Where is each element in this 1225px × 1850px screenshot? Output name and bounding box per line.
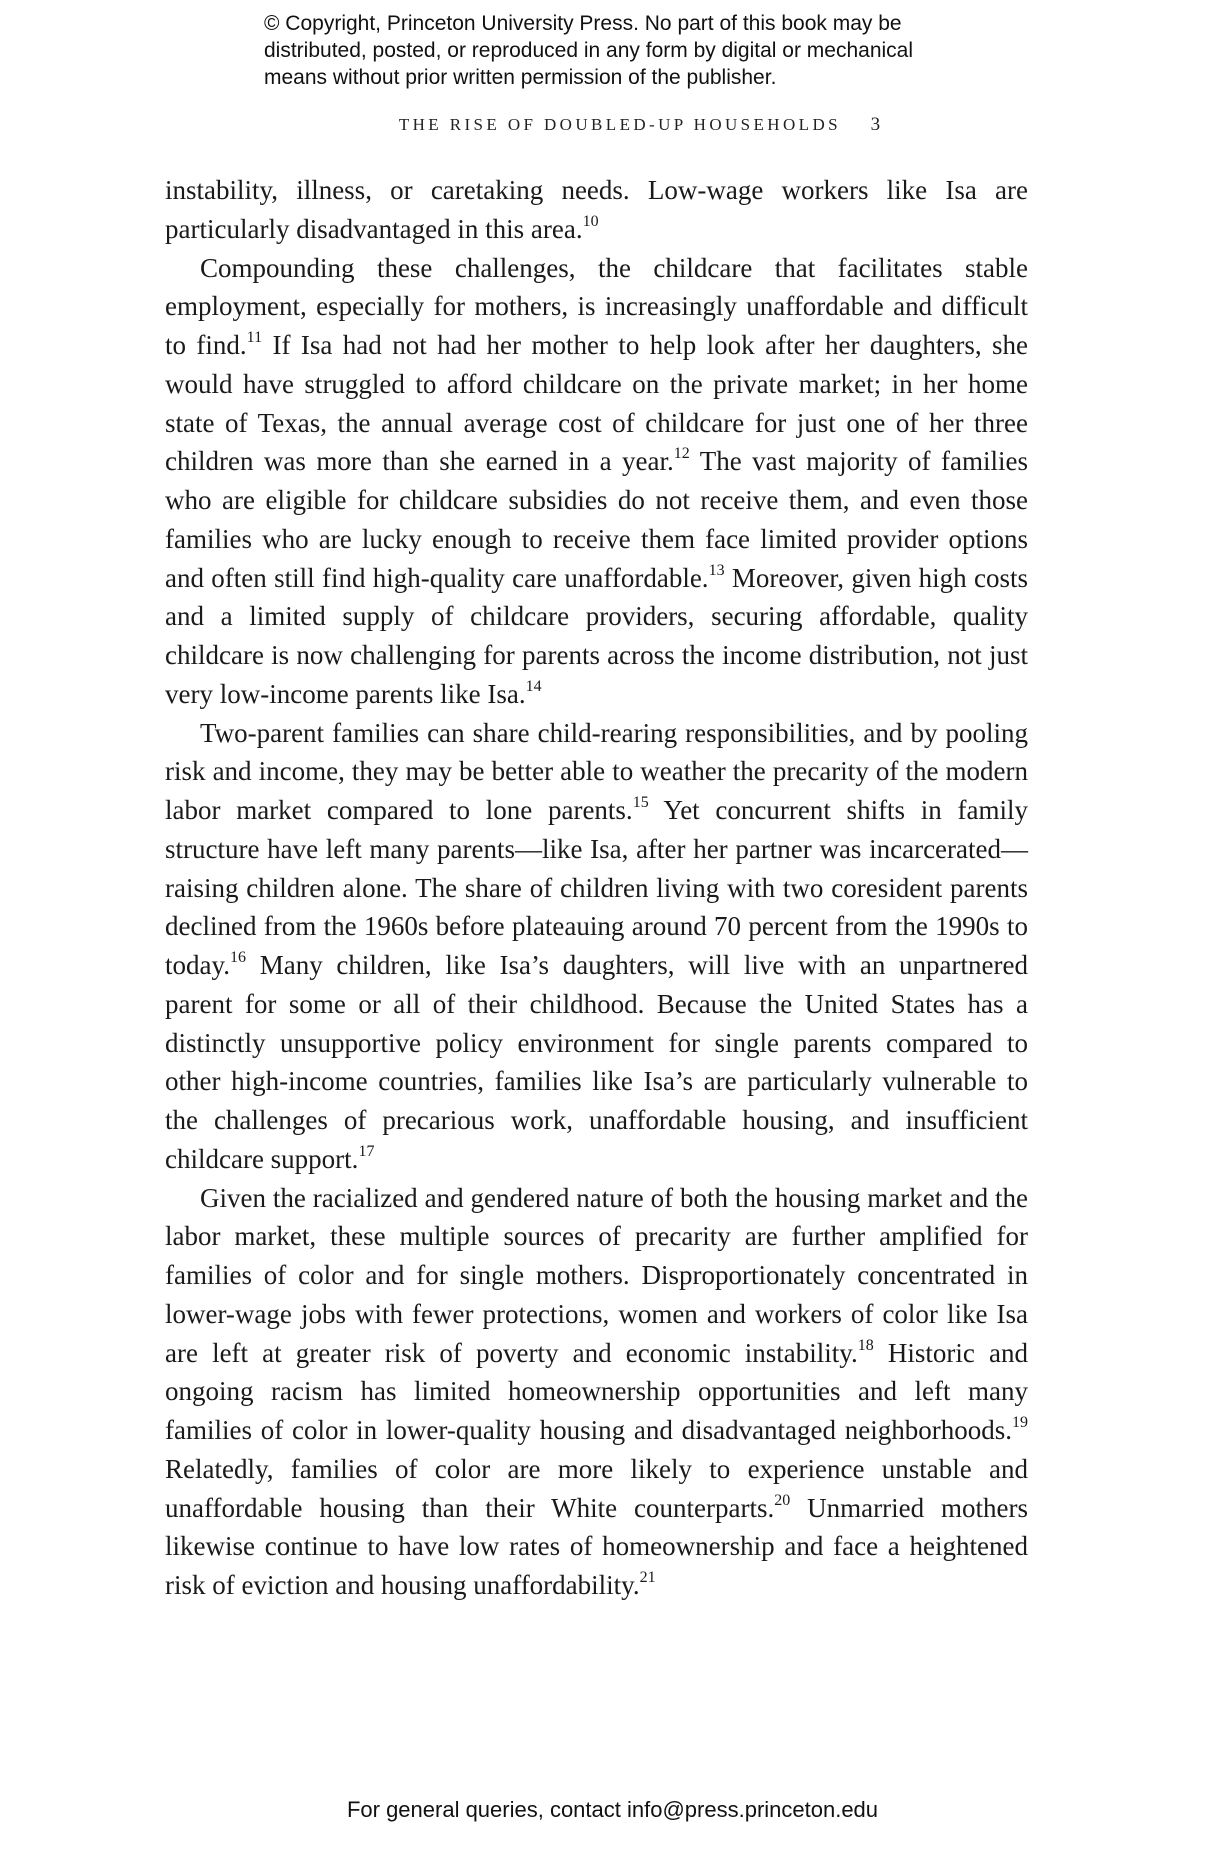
footnote-marker[interactable]: 10 <box>582 212 599 230</box>
text-run: Relatedly, families of color are more likely to experience unstable and unaffordable housing than their White counterparts. <box>165 1453 1028 1523</box>
text-run: Given the racialized and gendered nature of both the housing market and the labor market, these multiple sources of precarity are further amplified for families of color and for single mothers. Disproportionately concentrated in lower-wage jobs with fewer protections, women and workers of color like Isa are left at greater risk of poverty and economic instability. <box>165 1182 1028 1368</box>
text-run: If Isa had not had her mother to help look after her daughters, she would have struggled to afford childcare on the private market; in her home state of Texas, the annual average cost of childcare for just one of her three children was more than she earned in a year. <box>165 330 1028 477</box>
footnote-marker[interactable]: 11 <box>246 329 263 346</box>
text-run: Unmarried mothers likewise continue to have low rates of homeownership and face a heightened risk of eviction and housing unaffordability. <box>165 1492 1029 1600</box>
footnote-marker[interactable]: 16 <box>229 949 246 966</box>
text-run: Historic and ongoing racism has limited homeownership opportunities and left many families of color in lower-quality housing and disadvantaged neighborhoods. <box>165 1337 1028 1445</box>
paragraph <box>165 1179 1028 1605</box>
text-run: Yet concurrent shifts in family structure have left many parents—like Isa, after her partner was incarcerated—raising children alone. The share of children living with two coresident parents declined from the 1960s before plateauing around 70 percent from the 1990s to today. <box>165 795 1028 980</box>
text-run: Many children, like Isa’s daughters, will live with an unpartnered parent for some or all of their childhood. Because the United States has a distinctly unsupportive policy environment for single parents compared to other high-income countries, families like Isa’s are particularly vulnerable to the challenges of precarious work, unaffordable housing, and insufficient childcare support. <box>165 950 1028 1174</box>
paragraph <box>165 249 1028 714</box>
copyright-line: © Copyright, Princeton University Press. No part of this book may be <box>264 12 902 35</box>
footnote-marker[interactable]: 20 <box>774 1491 791 1509</box>
text-run: The vast majority of families who are eligible for childcare subsidies do not receive them, and even those families who are lucky enough to receive them face limited provider options and often still find high-quality care unaffordable. <box>165 446 1028 593</box>
footnote-marker[interactable]: 15 <box>632 794 649 811</box>
copyright-line: distributed, posted, or reproduced in any form by digital or mechanical <box>264 39 914 62</box>
text-run: instability, illness, or caretaking needs. Low-wage workers like Isa are particularly disadvantaged in this area. <box>165 175 1028 244</box>
text-run: Two-parent families can share child-rearing responsibilities, and by pooling risk and income, they may be better able to weather the precarity of the modern labor market compared to lone parents. <box>165 717 1028 825</box>
running-head-title: THE RISE OF DOUBLED-UP HOUSEHOLDS <box>398 115 841 134</box>
body-text <box>165 171 1028 1605</box>
footnote-marker[interactable]: 19 <box>1012 1414 1028 1431</box>
page-number: 3 <box>870 114 881 135</box>
footnote-marker[interactable]: 12 <box>673 445 690 463</box>
paragraph <box>165 171 1028 249</box>
copyright-line: means without prior written permission of the publisher. <box>264 66 777 89</box>
footnote-marker[interactable]: 13 <box>708 561 725 579</box>
footnote-marker[interactable]: 21 <box>639 1569 656 1586</box>
text-run: Compounding these challenges, the childcare that facilitates stable employment, especially for mothers, is increasingly unaffordable and difficult to find. <box>165 252 1028 360</box>
running-head <box>0 114 1225 136</box>
footnote-marker[interactable]: 14 <box>525 677 542 695</box>
paragraph <box>165 714 1028 1179</box>
footnote-marker[interactable]: 18 <box>857 1336 874 1354</box>
footer-contact: For general queries, contact info@press.princeton.edu <box>346 1797 879 1822</box>
text-run: Moreover, given high costs and a limited supply of childcare providers, securing affordable, quality childcare is now challenging for parents across the income distribution, not just very low-income parents like Isa. <box>165 562 1028 709</box>
copyright-notice <box>264 10 1004 91</box>
footnote-marker[interactable]: 17 <box>358 1142 375 1160</box>
